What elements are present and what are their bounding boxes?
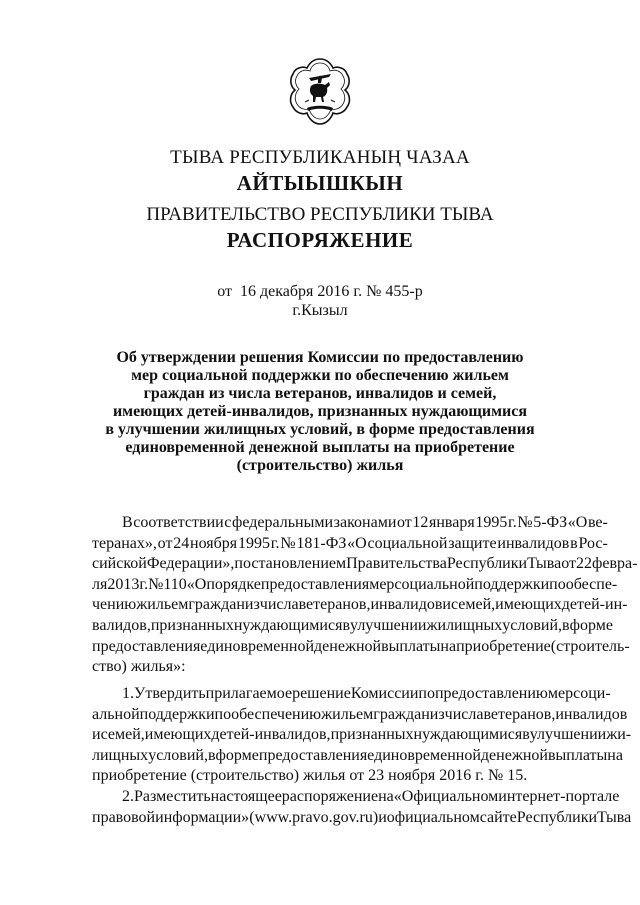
paragraph-line: лищных условий, в форме предоставления единовременной денежной выплаты на: [92, 746, 623, 764]
paragraph-line: ля 2013 г. № 110 «О порядке предоставления мер социальной поддержки по обеспе-: [92, 575, 618, 593]
paragraph-line: альной поддержки по обеспечению жильем граждан из числа ветеранов, инвалидов: [92, 705, 628, 723]
paragraph-line: 2. Разместить настоящее распоряжение на «Официальном интернет-портале: [122, 788, 620, 805]
title-line: имеющих детей-инвалидов, признанных нуждающимися: [112, 403, 528, 420]
paragraph-line: ство) жилья»:: [92, 658, 186, 676]
title-line: граждан из числа ветеранов, инвалидов и семей,: [143, 385, 497, 402]
paragraph-line: и семей, имеющих детей-инвалидов, признанных нуждающимися в улучшении жи-: [92, 726, 632, 744]
title-line: (строительство) жилья: [236, 457, 404, 474]
item-2-paragraph: [92, 787, 632, 828]
title-line: единовременной денежной выплаты на приобретение: [125, 439, 515, 456]
paragraph-line: правовой информации» (www.pravo.gov.ru) и официальном сайте Республики Тыва: [92, 808, 632, 826]
document-type-tuvan: АЙТЫЫШКЫН: [236, 171, 404, 195]
paragraph-line: предоставления единовременной денежной выплаты на приобретение (строитель-: [92, 637, 630, 655]
preamble-paragraph: [92, 513, 638, 678]
paragraph-line: теранах», от 24 ноября 1995 г. № 181-ФЗ «О социальной защите инвалидов в Рос-: [92, 534, 608, 552]
paragraph-line: приобретение (строительство) жилья от 23 ноября 2016 г. № 15.: [92, 767, 528, 785]
tuva-emblem-icon: [287, 56, 353, 128]
government-name-tuvan: ТЫВА РЕСПУБЛИКАНЫҢ ЧАЗАА: [170, 147, 470, 168]
paragraph-line: валидов, признанных нуждающимися в улучшении жилищных условий, в форме: [92, 616, 613, 634]
government-name-russian: ПРАВИТЕЛЬСТВО РЕСПУБЛИКИ ТЫВА: [146, 204, 494, 225]
document-city: г.Кызыл: [292, 302, 348, 319]
item-1-paragraph: [92, 684, 632, 787]
paragraph-line: чению жильем граждан из числа ветеранов, инвалидов и семей, имеющих детей-ин-: [92, 596, 628, 614]
title-line: в улучшении жилищных условий, в форме предоставления: [105, 421, 535, 438]
paragraph-line: В соответствии с федеральными законами от 12 января 1995 г. № 5-ФЗ «О ве-: [122, 514, 608, 531]
document-type-russian: РАСПОРЯЖЕНИЕ: [226, 228, 414, 252]
document-title: [100, 349, 540, 475]
paragraph-line: сийской Федерации», постановлением Правительства Республики Тыва от 22 феврa-: [92, 555, 638, 573]
paragraph-line: 1. Утвердить прилагаемое решение Комиссии по предоставлению мер соци-: [122, 685, 611, 702]
document-dateline: от 16 декабря 2016 г. № 455-р: [217, 283, 423, 300]
title-line: мер социальной поддержки по обеспечению жильем: [131, 367, 509, 384]
title-line: Об утверждении решения Комиссии по предоставлению: [116, 349, 524, 366]
